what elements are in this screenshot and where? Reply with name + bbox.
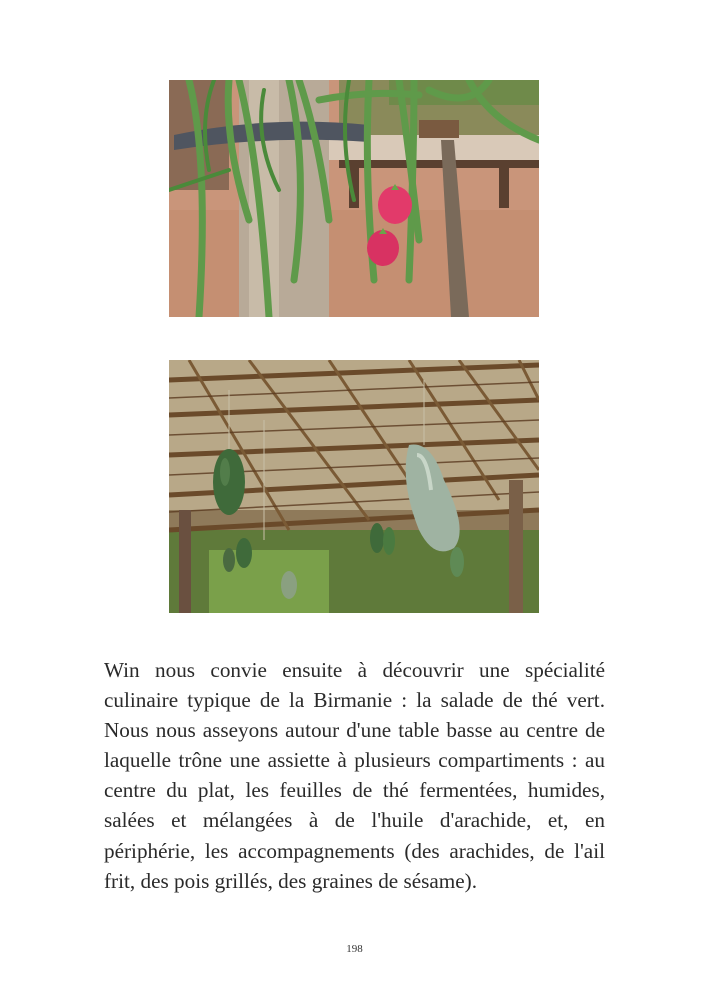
photo-dragon-fruit bbox=[169, 80, 539, 317]
gourd-trellis-image bbox=[169, 360, 539, 613]
page-number: 198 bbox=[346, 943, 363, 955]
photo-hanging-gourds bbox=[169, 360, 539, 613]
dragon-fruit-image bbox=[169, 80, 539, 317]
body-paragraph: Win nous convie ensuite à découvrir une spécialité culinaire typique de la Birmanie : la salade de thé vert. Nous nous asseyons autour d'une table basse au centre de laquelle trône une assiette à plusieurs compartiments : au centre du plat, les feuilles de thé fermentées, humides, salées et mélangées à de l'huile d'arachide, et, en périphérie, les accompagnements (des arachides, de l'ail frit, des pois grillés, des graines de sésame). bbox=[104, 658, 605, 893]
